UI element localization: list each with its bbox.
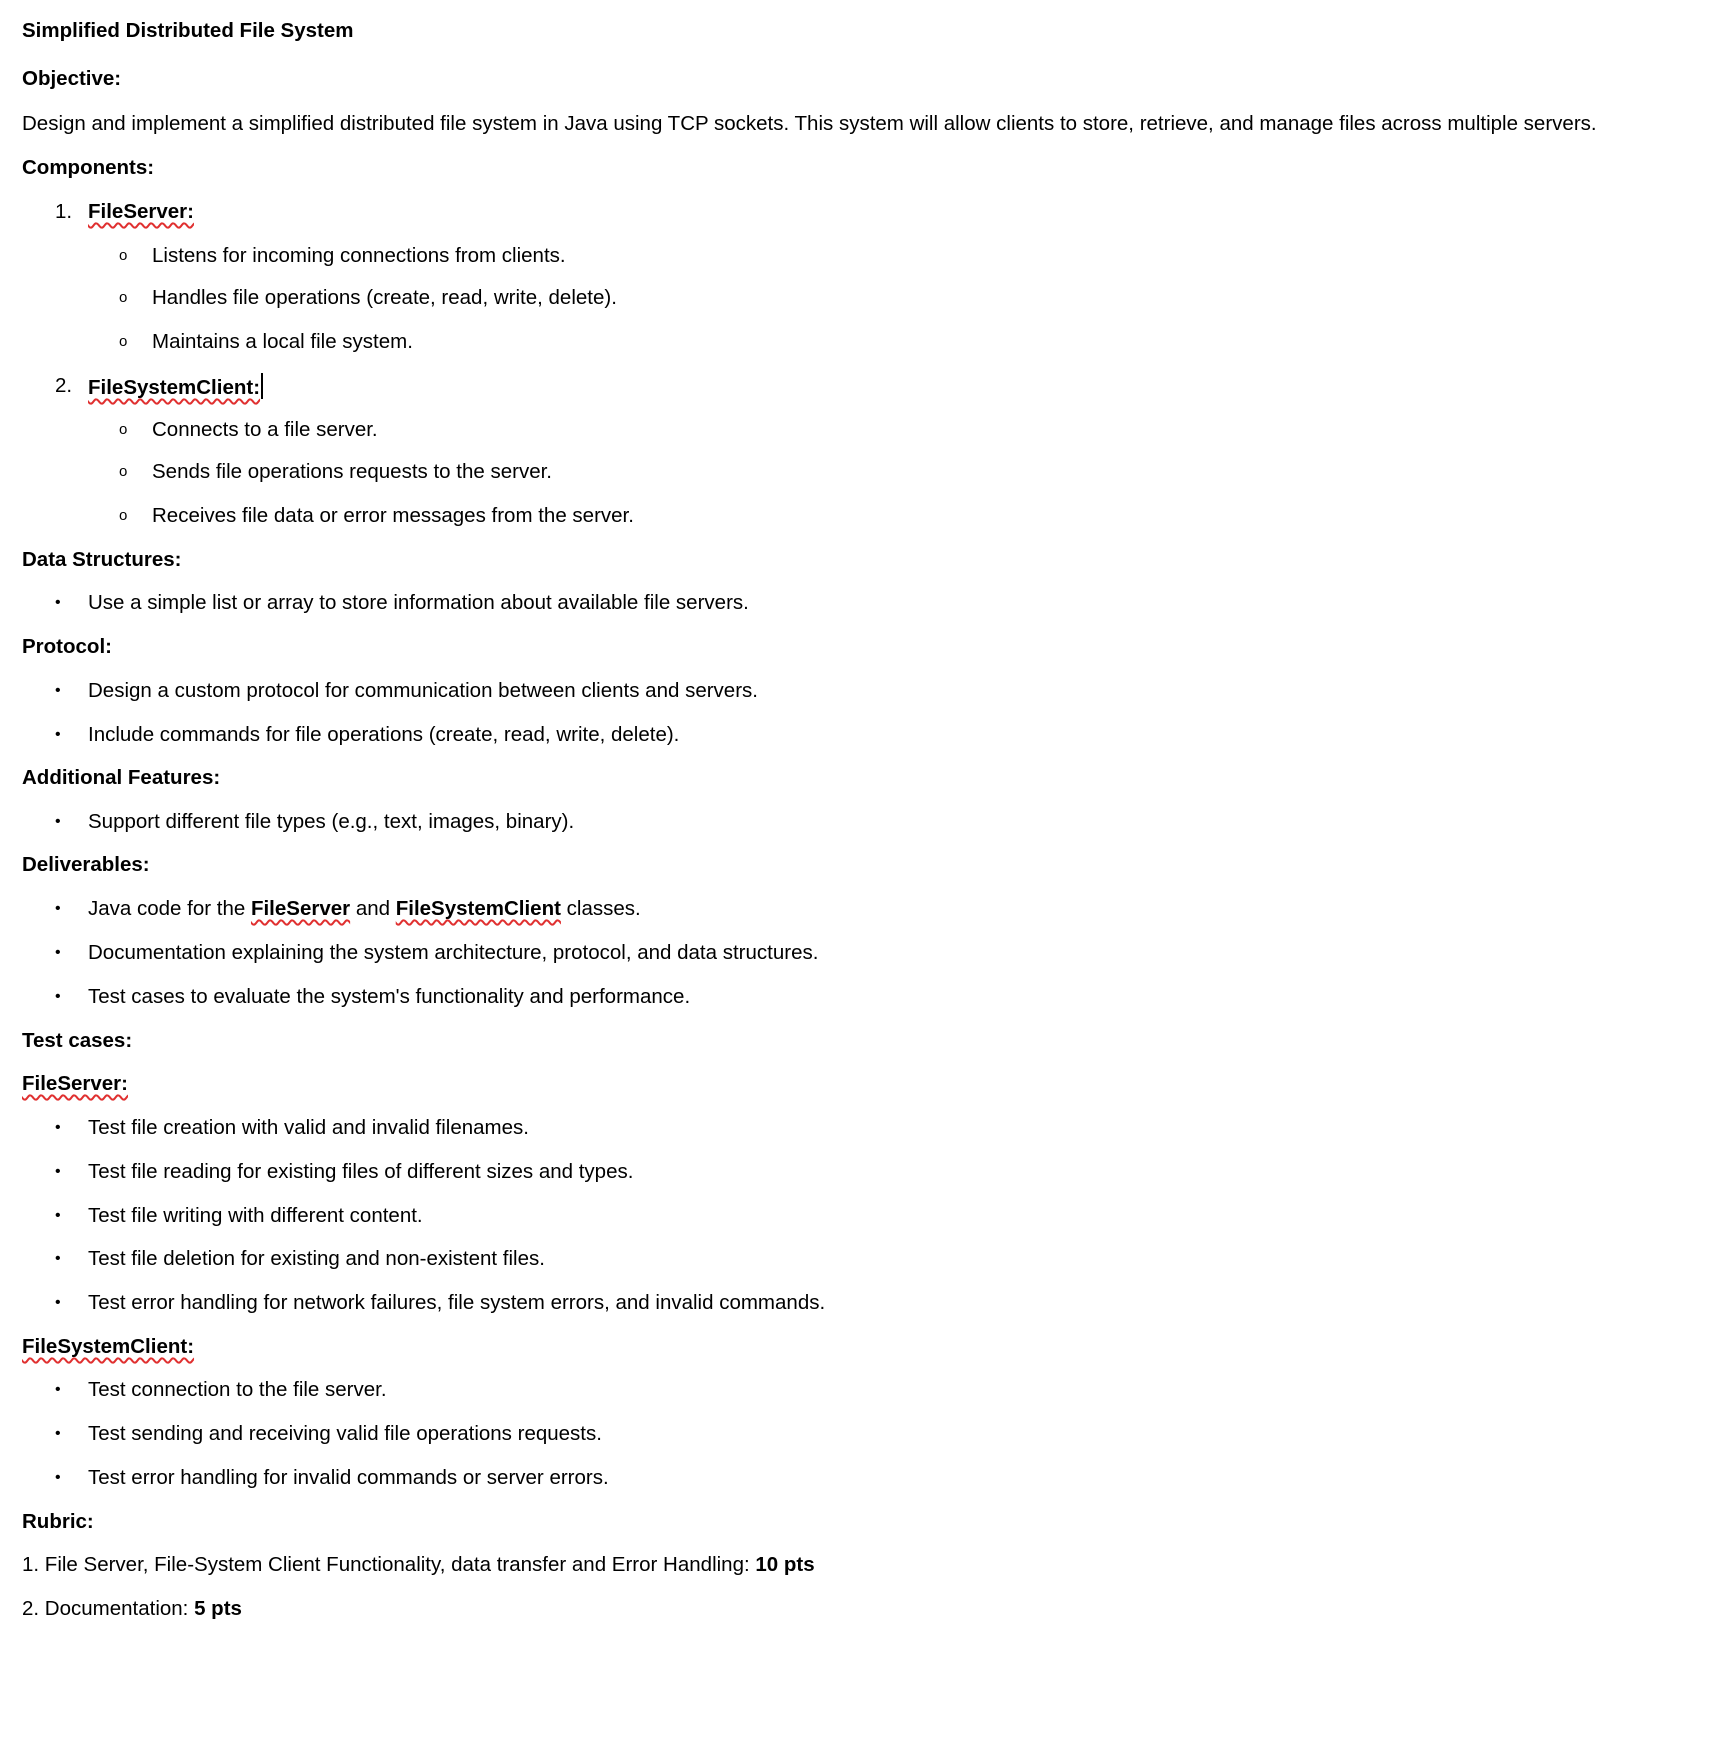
list-number: 2. bbox=[55, 374, 73, 397]
deliverable-text-pre: Java code for the bbox=[88, 897, 251, 920]
rubric-item-text: 1. File Server, File-System Client Functionality, data transfer and Error Handling: bbox=[22, 1553, 756, 1576]
bullet-marker: • bbox=[55, 1119, 61, 1136]
component-name: FileServer: bbox=[88, 200, 194, 223]
rubric-points: 10 pts bbox=[755, 1553, 815, 1576]
test-client-heading bbox=[22, 1334, 194, 1360]
protocol-heading: Protocol: bbox=[22, 635, 112, 658]
list-item: Support different file types (e.g., text, images, binary). bbox=[88, 810, 575, 833]
list-item: Test cases to evaluate the system's functionality and performance. bbox=[88, 985, 691, 1008]
list-number: 1. bbox=[55, 200, 73, 223]
bullet-marker: • bbox=[55, 1163, 61, 1180]
test-fileserver-heading bbox=[22, 1071, 128, 1097]
bullet-marker: • bbox=[55, 944, 61, 961]
sub-bullet-marker: o bbox=[119, 333, 128, 350]
list-item: Listens for incoming connections from clients. bbox=[152, 244, 566, 267]
bullet-marker: • bbox=[55, 594, 61, 611]
components-heading: Components: bbox=[22, 156, 155, 179]
bullet-marker: • bbox=[55, 726, 61, 743]
additional-features-heading: Additional Features: bbox=[22, 766, 221, 789]
deliverable-text-mid: and bbox=[350, 897, 396, 920]
rubric-item-text: 2. Documentation: bbox=[22, 1597, 195, 1620]
subheading-text: FileSystemClient: bbox=[22, 1335, 195, 1358]
list-item: Maintains a local file system. bbox=[152, 330, 413, 353]
list-item: Handles file operations (create, read, write, delete). bbox=[152, 286, 617, 309]
bullet-marker: • bbox=[55, 900, 61, 917]
list-item: Test file creation with valid and invalid filenames. bbox=[88, 1116, 529, 1139]
list-item: Design a custom protocol for communication between clients and servers. bbox=[88, 679, 758, 702]
subheading-text: FileServer: bbox=[22, 1072, 128, 1095]
objective-text: Design and implement a simplified distributed file system in Java using TCP sockets. This system will allow clients to store, retrieve, and manage files across multiple servers. bbox=[22, 112, 1597, 135]
objective-heading: Objective: bbox=[22, 67, 122, 90]
bullet-marker: • bbox=[55, 1469, 61, 1486]
list-item bbox=[88, 896, 641, 922]
list-item: Documentation explaining the system architecture, protocol, and data structures. bbox=[88, 941, 819, 964]
bullet-marker: • bbox=[55, 1250, 61, 1267]
class-name-fileserver: FileServer bbox=[250, 897, 351, 920]
list-item: Sends file operations requests to the server. bbox=[152, 460, 552, 483]
deliverables-heading: Deliverables: bbox=[22, 853, 150, 876]
sub-bullet-marker: o bbox=[119, 247, 128, 264]
rubric-item bbox=[22, 1596, 242, 1622]
bullet-marker: • bbox=[55, 988, 61, 1005]
bullet-marker: • bbox=[55, 813, 61, 830]
rubric-heading: Rubric: bbox=[22, 1510, 94, 1533]
list-item: Include commands for file operations (create, read, write, delete). bbox=[88, 723, 680, 746]
class-name-filesystemclient: FileSystemClient bbox=[395, 897, 561, 920]
bullet-marker: • bbox=[55, 1294, 61, 1311]
sub-bullet-marker: o bbox=[119, 507, 128, 524]
component-name: FileSystemClient: bbox=[88, 376, 261, 399]
bullet-marker: • bbox=[55, 682, 61, 699]
list-item: Test error handling for network failures, file system errors, and invalid commands. bbox=[88, 1291, 826, 1314]
bullet-marker: • bbox=[55, 1207, 61, 1224]
sub-bullet-marker: o bbox=[119, 463, 128, 480]
document-title: Simplified Distributed File System bbox=[22, 19, 354, 42]
list-item: Connects to a file server. bbox=[152, 418, 378, 441]
list-item: Test error handling for invalid commands or server errors. bbox=[88, 1466, 609, 1489]
component-fileserver-title bbox=[88, 199, 194, 225]
text-cursor bbox=[261, 373, 263, 399]
bullet-marker: • bbox=[55, 1425, 61, 1442]
bullet-marker: • bbox=[55, 1381, 61, 1398]
test-cases-heading: Test cases: bbox=[22, 1029, 133, 1052]
data-structures-heading: Data Structures: bbox=[22, 548, 182, 571]
list-item: Use a simple list or array to store information about available file servers. bbox=[88, 591, 749, 614]
list-item: Test file deletion for existing and non-existent files. bbox=[88, 1247, 545, 1270]
component-client-title bbox=[88, 373, 263, 399]
rubric-points: 5 pts bbox=[194, 1597, 242, 1620]
list-item: Test file writing with different content. bbox=[88, 1204, 423, 1227]
list-item: Test sending and receiving valid file operations requests. bbox=[88, 1422, 602, 1445]
list-item: Test connection to the file server. bbox=[88, 1378, 387, 1401]
sub-bullet-marker: o bbox=[119, 421, 128, 438]
list-item: Receives file data or error messages from the server. bbox=[152, 504, 634, 527]
sub-bullet-marker: o bbox=[119, 289, 128, 306]
deliverable-text-post: classes. bbox=[560, 897, 641, 920]
rubric-item bbox=[22, 1552, 815, 1578]
list-item: Test file reading for existing files of different sizes and types. bbox=[88, 1160, 634, 1183]
